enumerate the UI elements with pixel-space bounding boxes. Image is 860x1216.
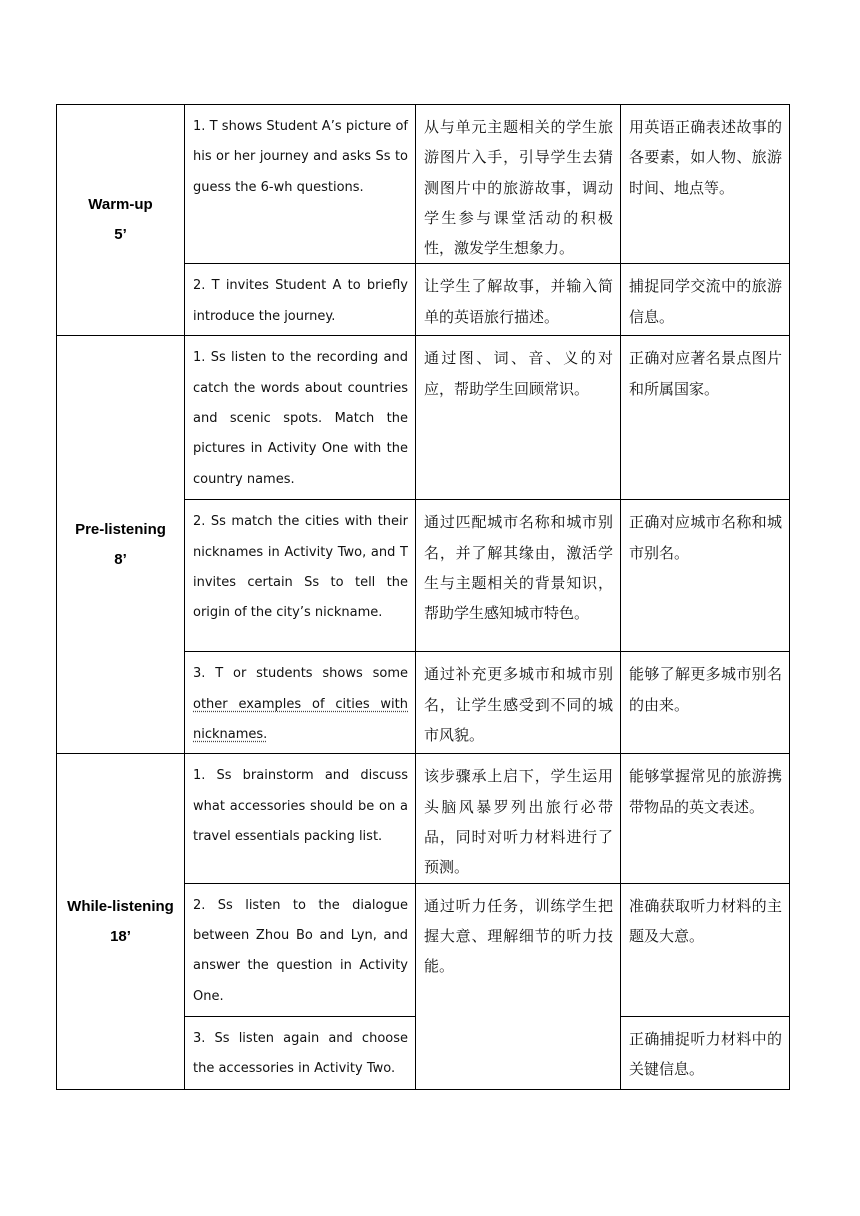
outcome-cell: 正确捕捉听力材料中的关键信息。 [621, 1016, 790, 1089]
lesson-plan-table [56, 104, 790, 1090]
activity-cell: 1. Ss listen to the recording and catch the words about countries and scenic spots. Match the pictures in Activity One with the country names. [185, 336, 416, 500]
activity-cell: 1. Ss brainstorm and discuss what accessories should be on a travel essentials packing list. [185, 754, 416, 883]
stage-name: Warm-up [88, 196, 153, 214]
activity-cell: 2. Ss match the cities with their nicknames in Activity Two, and T invites certain Ss to tell the origin of the city’s nickname. [185, 500, 416, 652]
stage-name: Pre-listening [75, 520, 166, 538]
lesson-plan-table-container [56, 104, 789, 1090]
stage-name: While-listening [67, 897, 174, 915]
activity-cell: 1. T shows Student A’s picture of his or her journey and asks Ss to guess the 6-wh questions. [185, 105, 416, 264]
outcome-cell: 正确对应著名景点图片和所属国家。 [621, 336, 790, 500]
outcome-cell: 准确获取听力材料的主题及大意。 [621, 883, 790, 1016]
stage-cell-warm-up [57, 105, 185, 336]
table-row [57, 105, 790, 264]
outcome-cell: 正确对应城市名称和城市别名。 [621, 500, 790, 652]
purpose-cell: 通过补充更多城市和城市别名，让学生感受到不同的城市风貌。 [416, 652, 621, 754]
stage-time: 18’ [110, 927, 131, 945]
table-row [57, 754, 790, 883]
activity-text: 3. T or students shows some [193, 666, 408, 682]
purpose-cell: 该步骤承上启下，学生运用头脑风暴罗列出旅行必带品，同时对听力材料进行了预测。 [416, 754, 621, 883]
purpose-cell: 通过匹配城市名称和城市别名，并了解其缘由，激活学生与主题相关的背景知识，帮助学生感知城市特色。 [416, 500, 621, 652]
stage-cell-while-listening [57, 754, 185, 1089]
stage-time: 8’ [114, 550, 127, 568]
activity-cell: 2. Ss listen to the dialogue between Zhou Bo and Lyn, and answer the question in Activity One. [185, 883, 416, 1016]
activity-text-underlined: other examples of cities with nicknames. [193, 696, 408, 743]
outcome-cell: 捕捉同学交流中的旅游信息。 [621, 264, 790, 336]
outcome-cell: 能够掌握常见的旅游携带物品的英文表述。 [621, 754, 790, 883]
stage-cell-pre-listening [57, 336, 185, 754]
purpose-cell: 从与单元主题相关的学生旅游图片入手，引导学生去猜测图片中的旅游故事，调动学生参与课堂活动的积极性，激发学生想象力。 [416, 105, 621, 264]
purpose-cell: 通过听力任务，训练学生把握大意、理解细节的听力技能。 [416, 883, 621, 1089]
activity-cell [185, 652, 416, 754]
purpose-cell: 通过图、词、音、义的对应，帮助学生回顾常识。 [416, 336, 621, 500]
activity-cell: 3. Ss listen again and choose the accessories in Activity Two. [185, 1016, 416, 1089]
activity-cell: 2. T invites Student A to briefly introduce the journey. [185, 264, 416, 336]
stage-time: 5’ [114, 226, 127, 244]
table-row [57, 336, 790, 500]
outcome-cell: 能够了解更多城市别名的由来。 [621, 652, 790, 754]
outcome-cell: 用英语正确表述故事的各要素，如人物、旅游时间、地点等。 [621, 105, 790, 264]
purpose-cell: 让学生了解故事，并输入简单的英语旅行描述。 [416, 264, 621, 336]
